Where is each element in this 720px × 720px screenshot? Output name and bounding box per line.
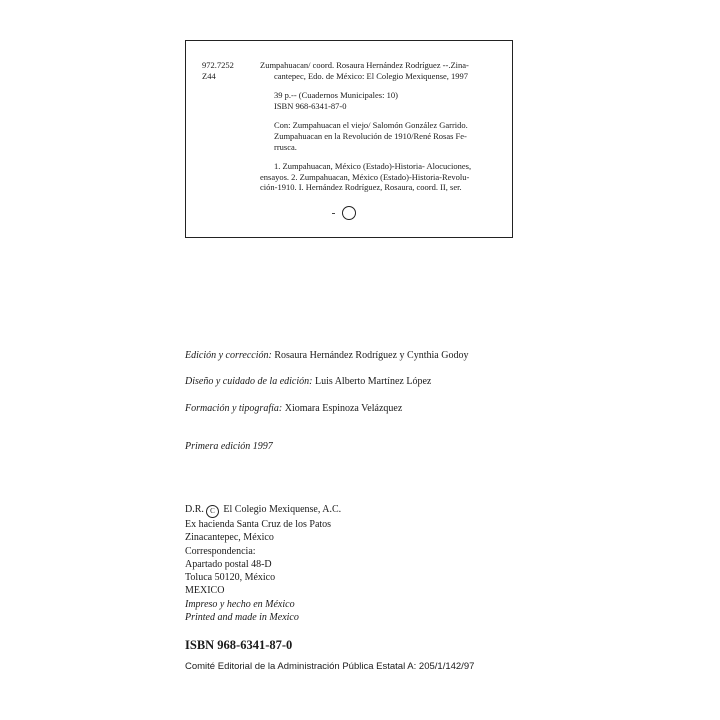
rights-prefix: D.R.	[185, 504, 204, 515]
address-line: Correspondencia:	[185, 545, 256, 557]
card-hole-icon	[342, 206, 356, 220]
card-isbn: ISBN 968-6341-87-0	[274, 100, 347, 111]
catalog-entry	[260, 60, 500, 193]
entry-line: cantepec, Edo. de México: El Colegio Mexiquense, 1997	[274, 70, 469, 81]
printed-es: Impreso y hecho en México	[185, 598, 295, 610]
call-number-line: 972.7252	[202, 60, 234, 70]
credit-name: Rosaura Hernández Rodríguez y Cynthia Godoy	[274, 350, 469, 361]
publisher-address	[185, 503, 341, 624]
edition-line: Primera edición 1997	[185, 441, 273, 452]
isbn: ISBN 968-6341-87-0	[185, 638, 293, 652]
credit-row	[185, 376, 431, 387]
pages-line: 39 p.-- (Cuadernos Municipales: 10)	[274, 90, 398, 101]
entry-line: Zumpahuacan/ coord. Rosaura Hernández Rodríguez --.Zina-	[260, 60, 469, 70]
credit-name: Luis Alberto Martínez López	[314, 376, 432, 387]
publisher-name: El Colegio Mexiquense, A.C.	[223, 504, 342, 515]
copyright-icon: C	[206, 505, 219, 518]
subject-line: 1. Zumpahuacan, México (Estado)-Historia- Alocuciones,	[274, 161, 472, 172]
catalog-card	[185, 40, 513, 238]
rights-line	[185, 503, 341, 518]
card-mark	[332, 213, 335, 214]
credit-name: Xiomara Espinoza Velázquez	[284, 403, 403, 414]
printed-en: Printed and made in Mexico	[185, 612, 299, 624]
call-number-line: Z44	[202, 70, 216, 81]
subject-line: ción-1910. I. Hernández Rodríguez, Rosaura, coord. II, ser.	[260, 182, 462, 193]
address-line: Ex hacienda Santa Cruz de los Patos	[185, 519, 332, 530]
address-line: Toluca 50120, México	[185, 572, 276, 584]
contents-line: Zumpahuacan en la Revolución de 1910/René Rosas Fe-	[274, 130, 467, 141]
address-line: MEXICO	[185, 585, 225, 597]
credit-row	[185, 350, 468, 361]
credit-role: Diseño y cuidado de la edición:	[185, 376, 313, 387]
subject-line: ensayos. 2. Zumpahuacan, México (Estado)-Historia-Revolu-	[260, 171, 470, 182]
address-line: Zinacantepec, México	[185, 532, 274, 544]
call-number	[202, 60, 234, 81]
editorial-committee-line: Comité Editorial de la Administración Pública Estatal A: 205/1/142/97	[185, 661, 475, 672]
credit-row	[185, 403, 402, 414]
credit-role: Edición y corrección:	[185, 350, 272, 361]
credit-role: Formación y tipografía:	[185, 403, 283, 414]
contents-line: rrusca.	[274, 141, 297, 152]
address-line: Apartado postal 48-D	[185, 558, 272, 570]
contents-line: Con: Zumpahuacan el viejo/ Salomón González Garrido.	[274, 120, 468, 131]
